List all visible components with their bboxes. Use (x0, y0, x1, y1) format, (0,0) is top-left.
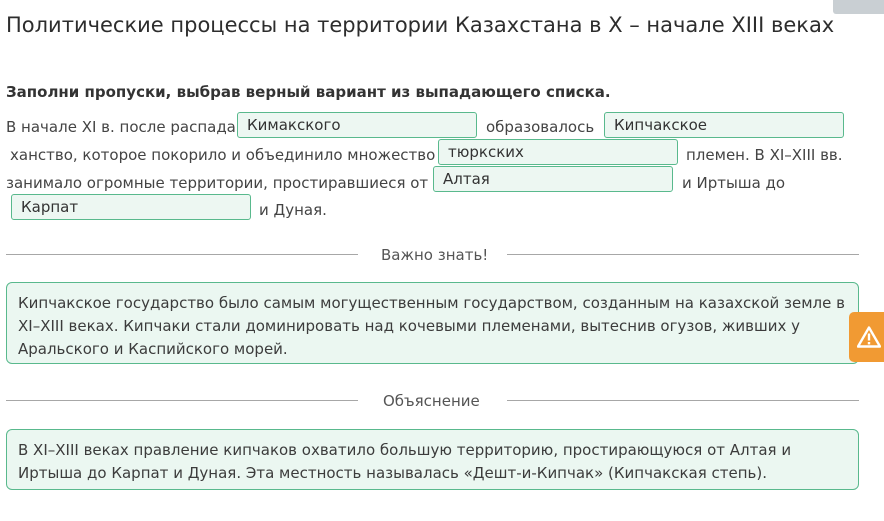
page-title: Политические процессы на территории Казахстана в X – начале XIII веках (6, 13, 835, 37)
blank-dropdown-2[interactable]: Кипчакское (604, 112, 844, 138)
exercise-text-3: ханство, которое покорило и объединило множество (10, 146, 436, 164)
explanation-box (6, 429, 859, 490)
divider-right-2 (507, 400, 859, 401)
important-label: Важно знать! (381, 246, 489, 264)
exercise-text-1: В начале XI в. после распада (6, 118, 236, 136)
blank-dropdown-1[interactable]: Кимакского (237, 112, 477, 138)
top-corner-button[interactable] (833, 0, 884, 14)
divider-left-2 (6, 400, 358, 401)
warning-button[interactable] (849, 312, 884, 362)
exercise-text-6: и Иртыша до (682, 174, 786, 192)
exercise-text-7: и Дуная. (259, 201, 327, 219)
warning-triangle-icon (857, 326, 881, 348)
divider-left (6, 254, 358, 255)
explanation-text: В XI–XIII веках правление кипчаков охватило большую территорию, простирающуюся от Алтая и Иртыша до Карпат и Дуная. Эта местность называлась «Дешт-и-Кипчак» (Кипчакская степь). (18, 441, 792, 482)
important-text: Кипчакское государство было самым могущественным государством, созданным на казахской земле в XI–XIII веках. Кипчаки стали доминировать над кочевыми племенами, вытеснив огузов, живших у Аральского и Каспийского морей. (18, 294, 845, 358)
blank-dropdown-3[interactable]: тюркских (438, 139, 678, 165)
exercise-text-2: образовалось (486, 118, 595, 136)
blank-dropdown-5[interactable]: Карпат (11, 194, 251, 220)
instruction-text: Заполни пропуски, выбрав верный вариант из выпадающего списка. (6, 83, 611, 101)
divider-right (507, 254, 859, 255)
explanation-label: Объяснение (383, 392, 480, 410)
important-box (6, 282, 859, 364)
blank-dropdown-4[interactable]: Алтая (433, 166, 673, 192)
exercise-text-4: племен. В XI–XIII вв. (686, 146, 843, 164)
exercise-text-5: занимало огромные территории, простиравшиеся от (6, 174, 429, 192)
